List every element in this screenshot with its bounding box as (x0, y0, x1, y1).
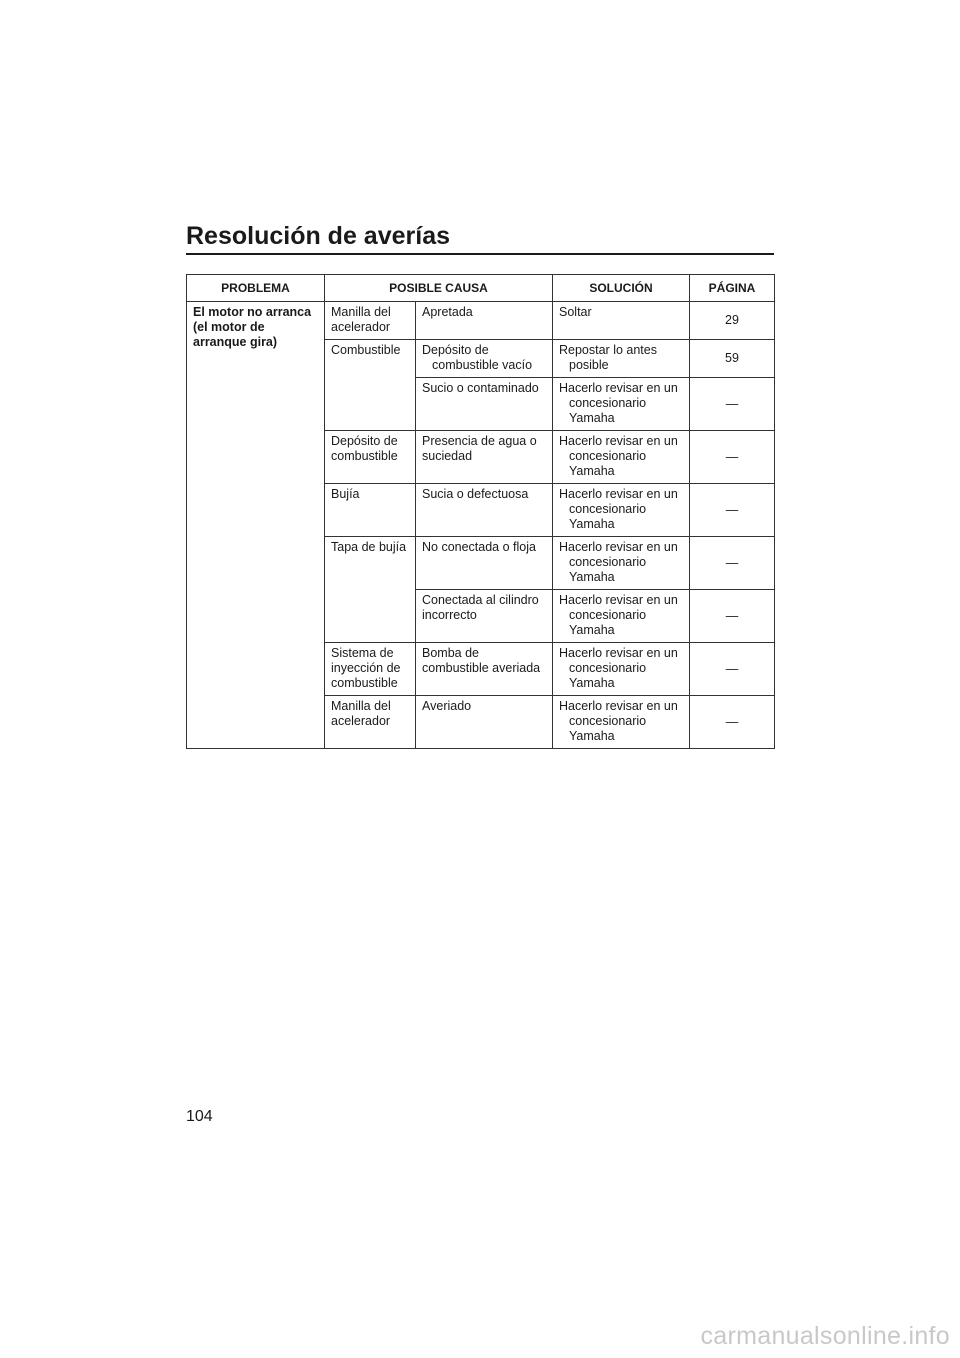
header-cause: POSIBLE CAUSA (325, 275, 553, 302)
solution-text: Hacerlo revisar en un concesionario Yamaha (559, 540, 678, 584)
page-ref-cell: — (690, 378, 775, 431)
component-cell: Manilla del acelerador (325, 302, 416, 340)
component-cell: Combustible (325, 340, 416, 431)
component-cell: Tapa de bujía (325, 537, 416, 643)
cause-cell: Bomba de combustible averiada (416, 643, 553, 696)
header-problem: PROBLEMA (187, 275, 325, 302)
cause-cell: Presencia de agua o suciedad (416, 431, 553, 484)
cause-cell: Conectada al cilindro incorrecto (416, 590, 553, 643)
title-divider (186, 253, 774, 255)
page-ref-cell: — (690, 696, 775, 749)
solution-text: Hacerlo revisar en un concesionario Yamaha (559, 434, 678, 478)
table-row (187, 302, 775, 340)
cause-cell: Averiado (416, 696, 553, 749)
table-header-row (187, 275, 775, 302)
page-ref-cell: 59 (690, 340, 775, 378)
cause-text: Depósito de combustible vacío (422, 343, 533, 372)
cause-cell (416, 378, 553, 431)
problem-text: El motor no arranca (el motor de arranque gira) (193, 305, 312, 349)
solution-text: Soltar (559, 305, 592, 319)
solution-text: Hacerlo revisar en un concesionario Yamaha (559, 646, 678, 690)
solution-text: Hacerlo revisar en un concesionario Yamaha (559, 381, 678, 425)
solution-cell (553, 302, 690, 340)
solution-cell (553, 431, 690, 484)
cause-cell (416, 340, 553, 378)
component-cell: Bujía (325, 484, 416, 537)
troubleshooting-table (186, 274, 775, 749)
solution-cell (553, 484, 690, 537)
page-ref-cell: — (690, 431, 775, 484)
solution-text: Hacerlo revisar en un concesionario Yamaha (559, 699, 678, 743)
solution-text: Hacerlo revisar en un concesionario Yamaha (559, 487, 678, 531)
solution-cell (553, 590, 690, 643)
cause-cell: No conectada o floja (416, 537, 553, 590)
solution-cell (553, 378, 690, 431)
solution-cell (553, 537, 690, 590)
cause-cell: Apretada (416, 302, 553, 340)
page-ref-cell: — (690, 537, 775, 590)
page-ref-cell: 29 (690, 302, 775, 340)
solution-text: Repostar lo antes posible (559, 343, 657, 372)
header-solution: SOLUCIÓN (553, 275, 690, 302)
solution-cell (553, 696, 690, 749)
component-cell: Sistema de inyección de combustible (325, 643, 416, 696)
component-cell: Depósito de combustible (325, 431, 416, 484)
cause-cell: Sucia o defectuosa (416, 484, 553, 537)
solution-text: Hacerlo revisar en un concesionario Yamaha (559, 593, 678, 637)
page-number: 104 (186, 1108, 213, 1125)
page-ref-cell: — (690, 590, 775, 643)
watermark-text: carmanualsonline.info (700, 1322, 950, 1350)
page-title: Resolución de averías (186, 222, 451, 250)
page-ref-cell: — (690, 484, 775, 537)
component-cell: Manilla del acelerador (325, 696, 416, 749)
solution-cell (553, 340, 690, 378)
problem-cell (187, 302, 325, 749)
cause-text: Sucio o contaminado (422, 381, 539, 395)
header-page: PÁGINA (690, 275, 775, 302)
solution-cell (553, 643, 690, 696)
page-ref-cell: — (690, 643, 775, 696)
